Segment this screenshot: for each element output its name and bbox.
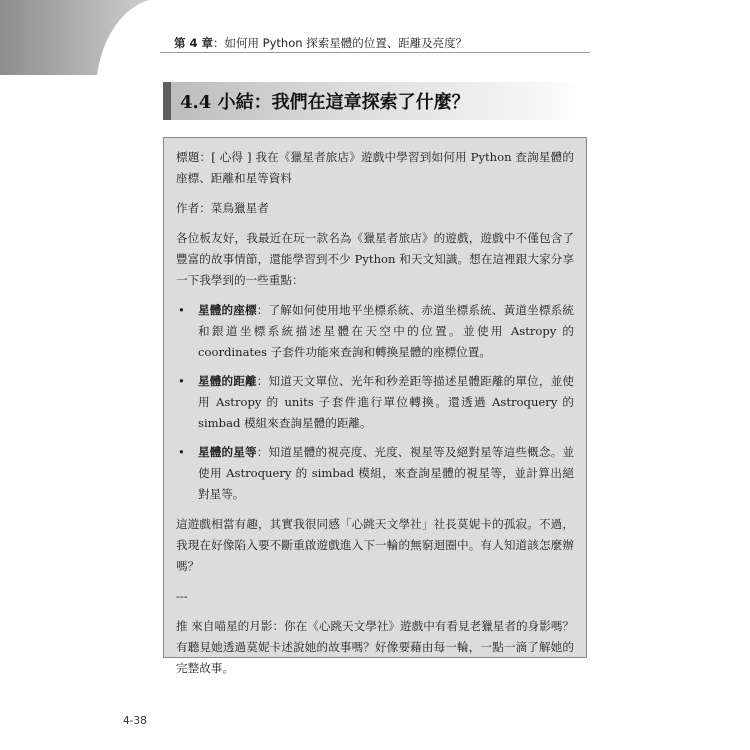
post-reply: 推 來自喵星的月影：你在《心跳天文學社》遊戲中有看見老獵星者的身影嗎？有聽見她透過莫妮卡述說她的故事嗎？好像要藉由每一輪，一點一滴了解她的完整故事。 <box>176 619 574 675</box>
post-separator: --- <box>176 589 188 603</box>
header-rule <box>160 52 590 53</box>
post-closing: 這遊戲相當有趣，其實我很同感「心跳天文學社」社長莫妮卡的孤寂。不過，我現在好像陷入要不斷重啟遊戲進入下一輪的無窮迴圈中。有人知道該怎麼辦嗎？ <box>176 517 574 573</box>
list-item-term: 星體的距離 <box>198 374 257 388</box>
bullet-icon: • <box>178 445 185 459</box>
bullet-icon: • <box>178 303 185 317</box>
running-header <box>174 35 467 51</box>
list-item-text: ：了解如何使用地平坐標系統、赤道坐標系統、黃道坐標系統和銀道坐標系統描述星體在天空中的位置。並使用 Astropy 的 coordinates 子套件功能來查詢和轉換星體的座標位置。 <box>198 303 574 359</box>
list-item-text: ：知道星體的視亮度、光度、視星等及絕對星等這些概念。並使用 Astroquery 的 simbad 模組，來查詢星體的視星等，並計算出絕對星等。 <box>198 445 574 501</box>
list-item <box>176 442 574 505</box>
bullet-icon: • <box>178 374 185 388</box>
chapter-title: ：如何用 Python 探索星體的位置、距離及亮度？ <box>213 36 468 50</box>
list-item-text: ：知道天文單位、光年和秒差距等描述星體距離的單位，並使用 Astropy 的 units 子套件進行單位轉換。還透過 Astroquery 的 simbad 模組來查詢星體的距離。 <box>198 374 574 430</box>
forum-post-box <box>163 137 587 675</box>
list-item-term: 星體的星等 <box>198 445 257 459</box>
post-title: 標題：[ 心得 ] 我在《獵星者旅店》遊戲中學習到如何用 Python 查詢星體的座標、距離和星等資料 <box>176 150 574 185</box>
corner-decoration <box>0 0 150 75</box>
list-item-term: 星體的座標 <box>198 303 257 317</box>
key-points-list <box>176 300 574 505</box>
section-heading <box>163 82 585 120</box>
list-item <box>176 371 574 434</box>
section-title: 4.4 小結：我們在這章探索了什麼？ <box>180 92 470 113</box>
chapter-label: 第 4 章 <box>174 36 214 50</box>
post-author: 作者：菜鳥獵星者 <box>176 201 269 215</box>
post-intro: 各位板友好，我最近在玩一款名為《獵星者旅店》的遊戲，遊戲中不僅包含了豐富的故事情節，還能學習到不少 Python 和天文知識。想在這裡跟大家分享一下我學到的一些重點： <box>176 231 574 287</box>
page-number: 4-38 <box>123 715 147 727</box>
list-item <box>176 300 574 363</box>
